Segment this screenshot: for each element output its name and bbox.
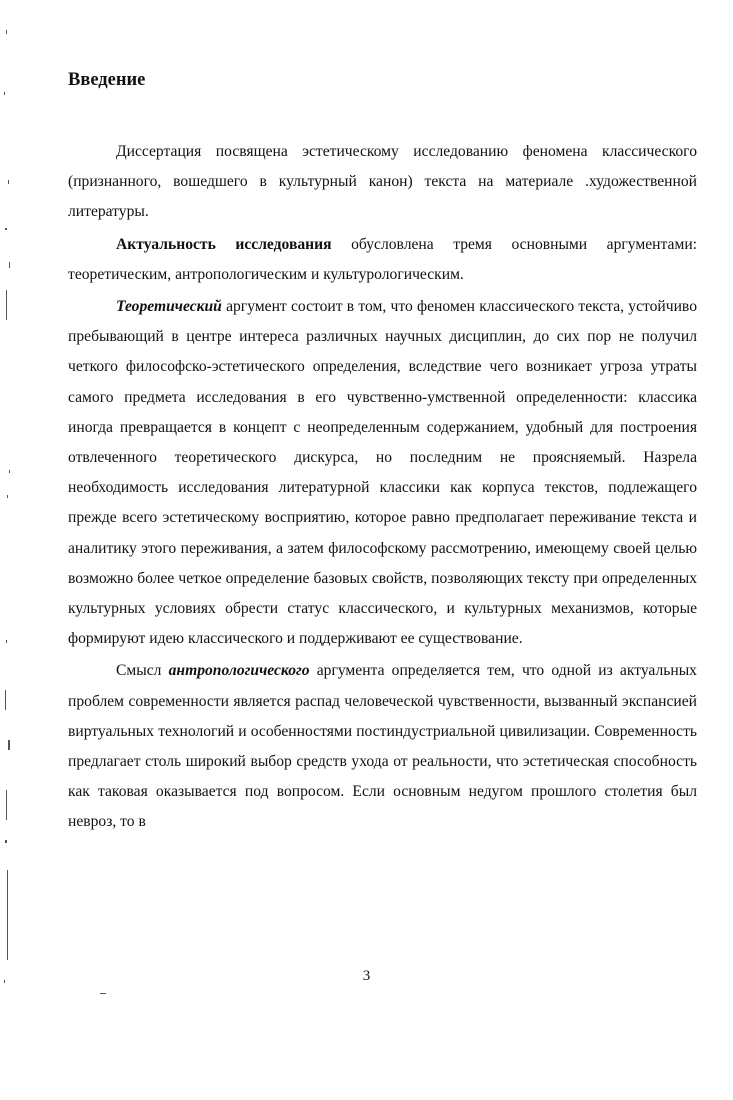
page-title: Введение: [68, 70, 146, 90]
paragraph: [68, 230, 697, 290]
emphasized-term: Актуальность исследования: [116, 235, 332, 253]
paragraph-text: Диссертация посвящена эстетическому исследованию феномена классического (признанного, вошедшего в культурный канон) текста на материале .художественной литературы.: [68, 143, 697, 221]
paragraph: [68, 656, 697, 837]
emphasized-term: Теоретический: [116, 298, 222, 316]
paragraph: [68, 292, 697, 654]
paragraph-text: Смысл: [116, 662, 169, 680]
emphasized-term: антропологического: [168, 662, 310, 680]
paragraph: [68, 137, 697, 228]
page-number: 3: [362, 968, 371, 984]
paragraph-text: аргумента определяется тем, что одной из актуальных проблем современности является распад человеческой чувственности, вызванный экспансией виртуальных технологий и особенностями постиндустриальной цивилизации. Современность предлагает столь широкий выбор средств ухода от реальности, что эстетическая способность как таковая оказывается под вопросом. Если основным недугом прошлого столетия был невроз, то в: [68, 662, 697, 831]
document-body: [68, 137, 697, 840]
paragraph-text: аргумент состоит в том, что феномен классического текста, устойчиво пребывающий в центре интереса различных научных дисциплин, до сих пор не получил четкого философско-эстетического определения, вследствие чего возникает угроза утраты самого предмета исследования в его чувственно-умственной определенности: классика иногда превращается в концепт с неопределенным содержанием, удобный для построения отвлеченного теоретического дискурса, но последним не проясняемый. Назрела необходимость исследования литературной классики как корпуса текстов, подлежащего прежде всего эстетическому восприятию, которое равно предполагает переживание текста и аналитику этого переживания, а затем философскому рассмотрению, имеющему своей целью возможно более четкое определение базовых свойств, позволяющих тексту при определенных культурных условиях обрести статус классического, и культурных механизмов, которые формируют идею классического и поддерживают ее существование.: [68, 298, 697, 648]
scan-margin-artifacts: [0, 0, 30, 1100]
paragraph-text: обусловлена тремя основными аргументами: теоретическим, антропологическим и культурологическим.: [68, 235, 697, 283]
